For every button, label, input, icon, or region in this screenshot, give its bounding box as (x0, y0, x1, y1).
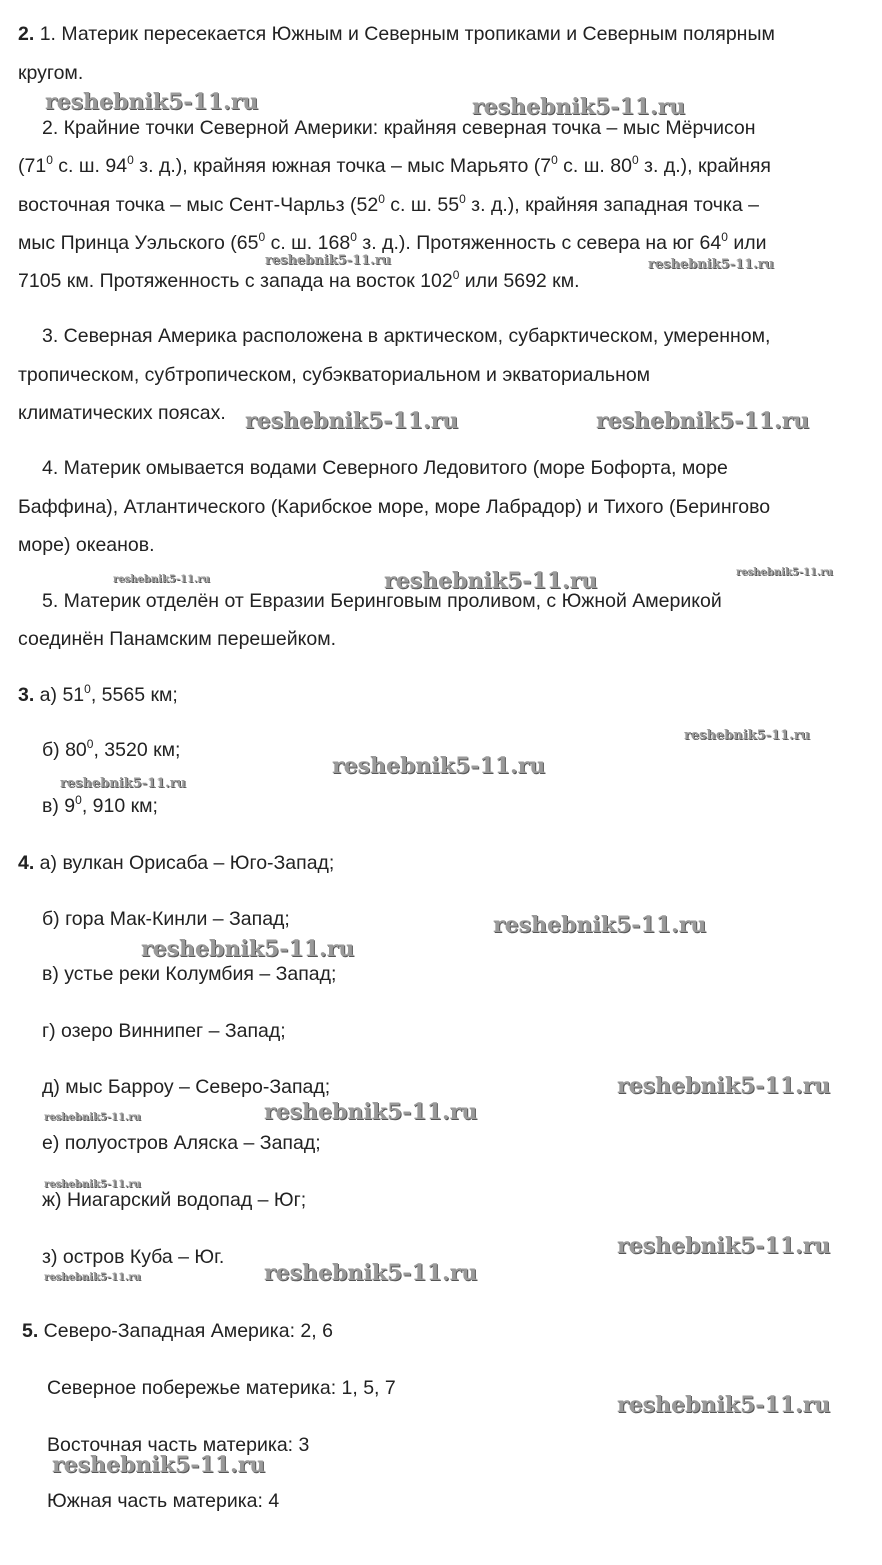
watermark: reshebnik5-11.ru (617, 1073, 831, 1099)
q3-answer-a: 3. а) $51^0$, 5565 км; (18, 682, 178, 706)
watermark: reshebnik5-11.ru (684, 728, 811, 743)
watermark: reshebnik5-11.ru (141, 936, 355, 962)
q5-number: 5. (22, 1320, 39, 1342)
watermark: reshebnik5-11.ru (44, 1179, 141, 1190)
q2-paragraph-4-line-1: 4. Материк омывается водами Северного Ледовитого (море Бофорта, море (42, 457, 728, 479)
q5-answer-3: Восточная часть материка: 3 (47, 1434, 310, 1456)
q4-answer-e: д) мыс Барроу – Северо-Запад; (42, 1076, 331, 1098)
q4-answer-b: б) гора Мак-Кинли – Запад; (42, 908, 290, 930)
q2-paragraph-4-line-3: море) океанов. (18, 534, 155, 556)
watermark: reshebnik5-11.ru (264, 1260, 478, 1286)
watermark: reshebnik5-11.ru (113, 574, 210, 585)
watermark: reshebnik5-11.ru (332, 753, 546, 779)
q3-number: 3. (18, 684, 35, 706)
q4-answer-h: з) остров Куба – Юг. (42, 1246, 225, 1268)
watermark: reshebnik5-11.ru (45, 89, 259, 115)
q4-answer-c: в) устье реки Колумбия – Запад; (42, 963, 337, 985)
watermark: reshebnik5-11.ru (264, 1099, 478, 1125)
q4-answer-a: 4. а) вулкан Орисаба – Юго-Запад; (18, 852, 335, 874)
q4-answer-d: г) озеро Виннипег – Запад; (42, 1020, 286, 1042)
watermark: reshebnik5-11.ru (44, 1112, 141, 1123)
watermark: reshebnik5-11.ru (60, 776, 187, 791)
watermark: reshebnik5-11.ru (617, 1392, 831, 1418)
q2-paragraph-1-line-2: кругом. (18, 62, 84, 84)
q2-paragraph-2-line-5: 7105 км. Протяженность с запада на восток $102^0$ или 5692 км. (18, 268, 580, 292)
watermark: reshebnik5-11.ru (245, 408, 459, 434)
q2-paragraph-3-line-1: 3. Северная Америка расположена в арктическом, субарктическом, умеренном, (42, 325, 771, 347)
watermark: reshebnik5-11.ru (596, 408, 810, 434)
q2-paragraph-1-line-1: 2. 1. Материк пересекается Южным и Северным тропиками и Северным полярным (18, 23, 775, 45)
q2-paragraph-5-line-2: соединён Панамским перешейком. (18, 628, 337, 650)
q2-paragraph-3-line-3: климатических поясах. (18, 402, 226, 424)
q2-paragraph-2-line-1: 2. Крайние точки Северной Америки: крайняя северная точка – мыс Мёрчисон (42, 117, 756, 139)
watermark: reshebnik5-11.ru (44, 1272, 141, 1283)
q2-paragraph-2-line-2: ($71^0$ с. ш. $94^0$ з. д.), крайняя южная точка – мыс Марьято ($7^0$ с. ш. $80^0$ з. д.), крайняя (18, 153, 771, 177)
watermark: reshebnik5-11.ru (648, 257, 775, 272)
q2-paragraph-3-line-2: тропическом, субтропическом, субэкваториальном и экваториальном (18, 364, 651, 386)
q5-answer-4: Южная часть материка: 4 (47, 1490, 280, 1512)
q2-paragraph-5-line-1: 5. Материк отделён от Евразии Беринговым проливом, с Южной Америкой (42, 590, 722, 612)
watermark: reshebnik5-11.ru (736, 567, 833, 578)
q4-answer-f: е) полуостров Аляска – Запад; (42, 1132, 321, 1154)
q5-answer-1: 5. Северо-Западная Америка: 2, 6 (22, 1320, 333, 1342)
q2-paragraph-4-line-2: Баффина), Атлантического (Карибское море, море Лабрадор) и Тихого (Берингово (18, 496, 771, 518)
q4-answer-g: ж) Ниагарский водопад – Юг; (42, 1189, 307, 1211)
q2-number: 2. (18, 23, 35, 45)
q3-answer-c: в) $9^0$, 910 км; (42, 793, 158, 817)
watermark: reshebnik5-11.ru (493, 912, 707, 938)
watermark: reshebnik5-11.ru (52, 1452, 266, 1478)
watermark: reshebnik5-11.ru (617, 1233, 831, 1259)
q3-answer-b: б) $80^0$, 3520 км; (42, 737, 181, 761)
q4-number: 4. (18, 852, 35, 874)
q2-paragraph-2-line-3: восточная точка – мыс Сент-Чарльз ($52^0$ с. ш. $55^0$ з. д.), крайняя западная точка – (18, 192, 760, 216)
q2-paragraph-2-line-4: мыс Принца Уэльского ($65^0$ с. ш. $168^0$ з. д.). Протяженность с севера на юг $64^0$ или (18, 230, 767, 254)
watermark: reshebnik5-11.ru (384, 568, 598, 594)
q5-answer-2: Северное побережье материка: 1, 5, 7 (47, 1377, 396, 1399)
watermark: reshebnik5-11.ru (265, 253, 392, 268)
watermark: reshebnik5-11.ru (472, 94, 686, 120)
